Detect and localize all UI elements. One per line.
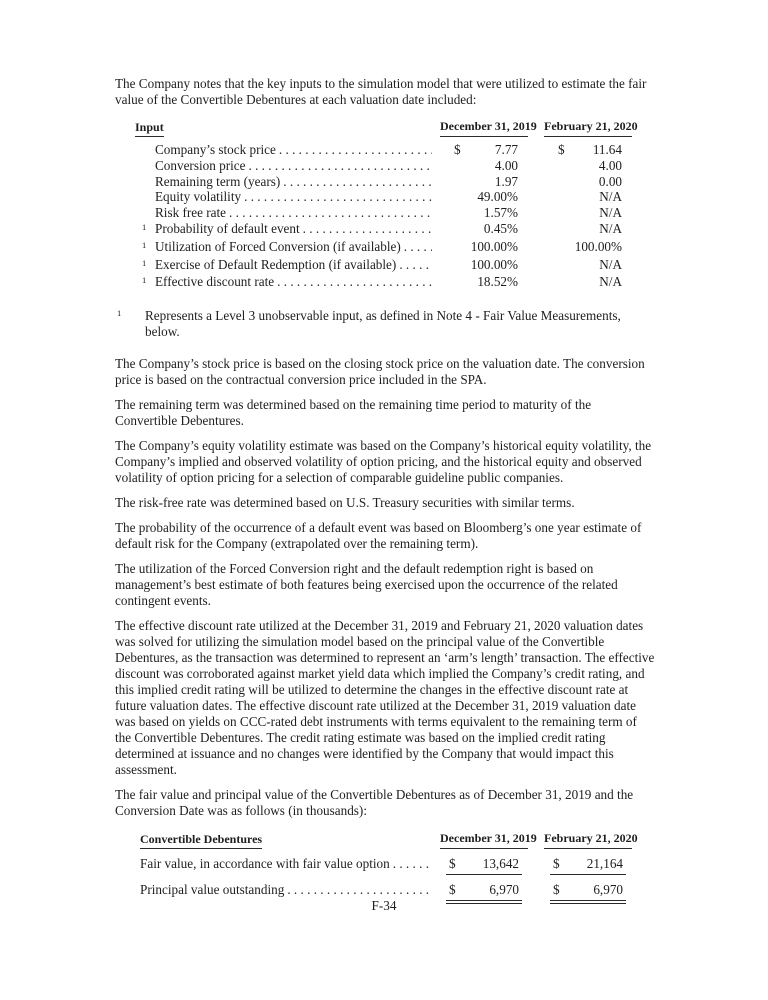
paragraph-stock-price: The Company’s stock price is based on the closing stock price on the valuation date. The conversion price is based on the contractual conversion price included in the SPA.: [115, 356, 645, 388]
value-feb2020: $ 6,970: [544, 882, 632, 904]
value-dec2019: 1.57%: [483, 205, 518, 221]
row-label: Conversion price: [155, 157, 246, 173]
table-row: [135, 205, 632, 221]
footnote-marker: 1: [142, 221, 147, 232]
table-row: [135, 174, 632, 190]
column-header-dec2019: December 31, 2019: [440, 119, 528, 137]
paragraph-default-probability: The probability of the occurrence of a default event was based on Bloomberg’s one year estimate of default risk for the Company (extrapolated over the remaining term).: [115, 520, 642, 552]
value-feb2020: $ 21,164: [544, 856, 632, 875]
paragraph-fair-value-intro: The fair value and principal value of the Convertible Debentures as of December 31, 2019 and the Conversion Date was as follows (in thousands):: [115, 787, 634, 819]
table-row: [140, 856, 632, 875]
footnote-text: Represents a Level 3 unobservable input, as defined in Note 4 - Fair Value Measurements, below.: [145, 308, 621, 340]
row-label: Utilization of Forced Conversion (if available): [155, 238, 401, 254]
paragraph-forced-conversion: The utilization of the Forced Conversion right and the default redemption right is based on management’s best estimate of both features being exercised upon the occurrence of the related contingent events.: [115, 561, 618, 609]
table-row: [135, 274, 632, 292]
column-header-feb2020: February 21, 2020: [544, 831, 632, 849]
debentures-table-header: [140, 830, 638, 849]
column-header-dec2019: December 31, 2019: [440, 831, 528, 849]
value-dec2019: $ 6,970: [440, 882, 528, 904]
value-dec2019: 0.45%: [483, 220, 518, 236]
value-dec2019: 100.00%: [470, 238, 518, 254]
row-label: Equity volatility: [155, 189, 242, 205]
dot-leader: [279, 142, 432, 158]
table-row: [135, 142, 632, 158]
row-label: Probability of default event: [155, 220, 300, 236]
dot-leader: [229, 205, 432, 221]
table-row: [135, 158, 632, 174]
value-dec2019: 1.97: [494, 173, 518, 189]
footnote-marker: 1: [142, 257, 147, 268]
page-number: F-34: [371, 898, 397, 913]
paragraph-equity-volatility: The Company’s equity volatility estimate was based on the Company’s historical equity volatility, the Company’s implied and observed volatility of option pricing, and the historical equity and observed volatility of option pricing for a selection of comparable guideline public companies.: [115, 438, 652, 486]
value-feb2020: 0.00: [598, 173, 622, 189]
dot-leader: [303, 221, 432, 237]
value-feb2020: 100.00%: [574, 238, 622, 254]
table-row: [135, 239, 632, 257]
column-header-convertible-debentures: Convertible Debentures: [140, 830, 440, 849]
inputs-table: [135, 118, 638, 292]
value-dec2019: 4.00: [494, 157, 518, 173]
row-label: Remaining term (years): [155, 173, 281, 189]
footnote: [117, 308, 656, 340]
value-dec2019: 100.00%: [470, 256, 518, 272]
value-dec2019: $ 7.77: [454, 142, 518, 157]
row-label: Risk free rate: [155, 205, 227, 221]
table-row: [135, 189, 632, 205]
row-label: Fair value, in accordance with fair value option: [140, 856, 390, 872]
dot-leader: [393, 856, 432, 872]
footnote-marker: 1: [117, 308, 122, 319]
value-feb2020: 4.00: [598, 157, 622, 173]
value-feb2020: $ 11.64: [558, 142, 622, 157]
debentures-table: [140, 830, 638, 904]
paragraph-effective-discount-rate: The effective discount rate utilized at the December 31, 2019 and February 21, 2020 valuation dates was solved for utilizing the simulation model based on the principal value of the Convertible Debentures, as the transaction was determined to represent an ‘arm’s length’ transaction. The effective discount was corroborated against market yield data which implied the Company’s credit rating, and this implied credit rating will be utilized to determine the changes in the effective discount rate at future valuation dates. The effective discount rate utilized at the December 31, 2019 valuation date was based on yields on CCC-rated debt instruments with terms equivalent to the remaining term of the Convertible Debentures. The credit rating estimate was based on the implied credit rating determined at issuance and no changes were identified by the Company that would impact this assessment.: [115, 618, 655, 778]
value-feb2020: N/A: [599, 220, 622, 236]
paragraph-risk-free-rate: The risk-free rate was determined based on U.S. Treasury securities with similar terms.: [115, 495, 575, 511]
dot-leader: [287, 882, 432, 898]
value-feb2020: N/A: [599, 256, 622, 272]
paragraph-remaining-term: The remaining term was determined based on the remaining time period to maturity of the Convertible Debentures.: [115, 397, 592, 429]
column-header-input: Input: [135, 118, 440, 137]
row-label: Principal value outstanding: [140, 882, 285, 898]
value-dec2019: 49.00%: [477, 189, 518, 205]
value-dec2019: 18.52%: [477, 274, 518, 290]
dot-leader: [399, 257, 432, 273]
value-dec2019: $ 13,642: [440, 856, 528, 875]
dot-leader: [283, 174, 432, 190]
row-label: Exercise of Default Redemption (if available): [155, 256, 397, 272]
intro-paragraph: The Company notes that the key inputs to the simulation model that were utilized to estimate the fair value of the Convertible Debentures at each valuation date included:: [115, 76, 647, 107]
footnote-marker: 1: [142, 239, 147, 250]
page-content: [115, 76, 656, 904]
value-feb2020: N/A: [599, 189, 622, 205]
dot-leader: [404, 239, 432, 255]
value-feb2020: N/A: [599, 274, 622, 290]
column-header-feb2020: February 21, 2020: [544, 119, 632, 137]
row-label: Effective discount rate: [155, 274, 275, 290]
footnote-marker: 1: [142, 275, 147, 286]
dot-leader: [244, 189, 432, 205]
dot-leader: [248, 158, 432, 174]
inputs-table-header: [135, 118, 638, 137]
value-feb2020: N/A: [599, 205, 622, 221]
dot-leader: [277, 274, 432, 290]
table-row: [135, 257, 632, 275]
table-row: [135, 221, 632, 239]
row-label: Company’s stock price: [155, 142, 276, 157]
